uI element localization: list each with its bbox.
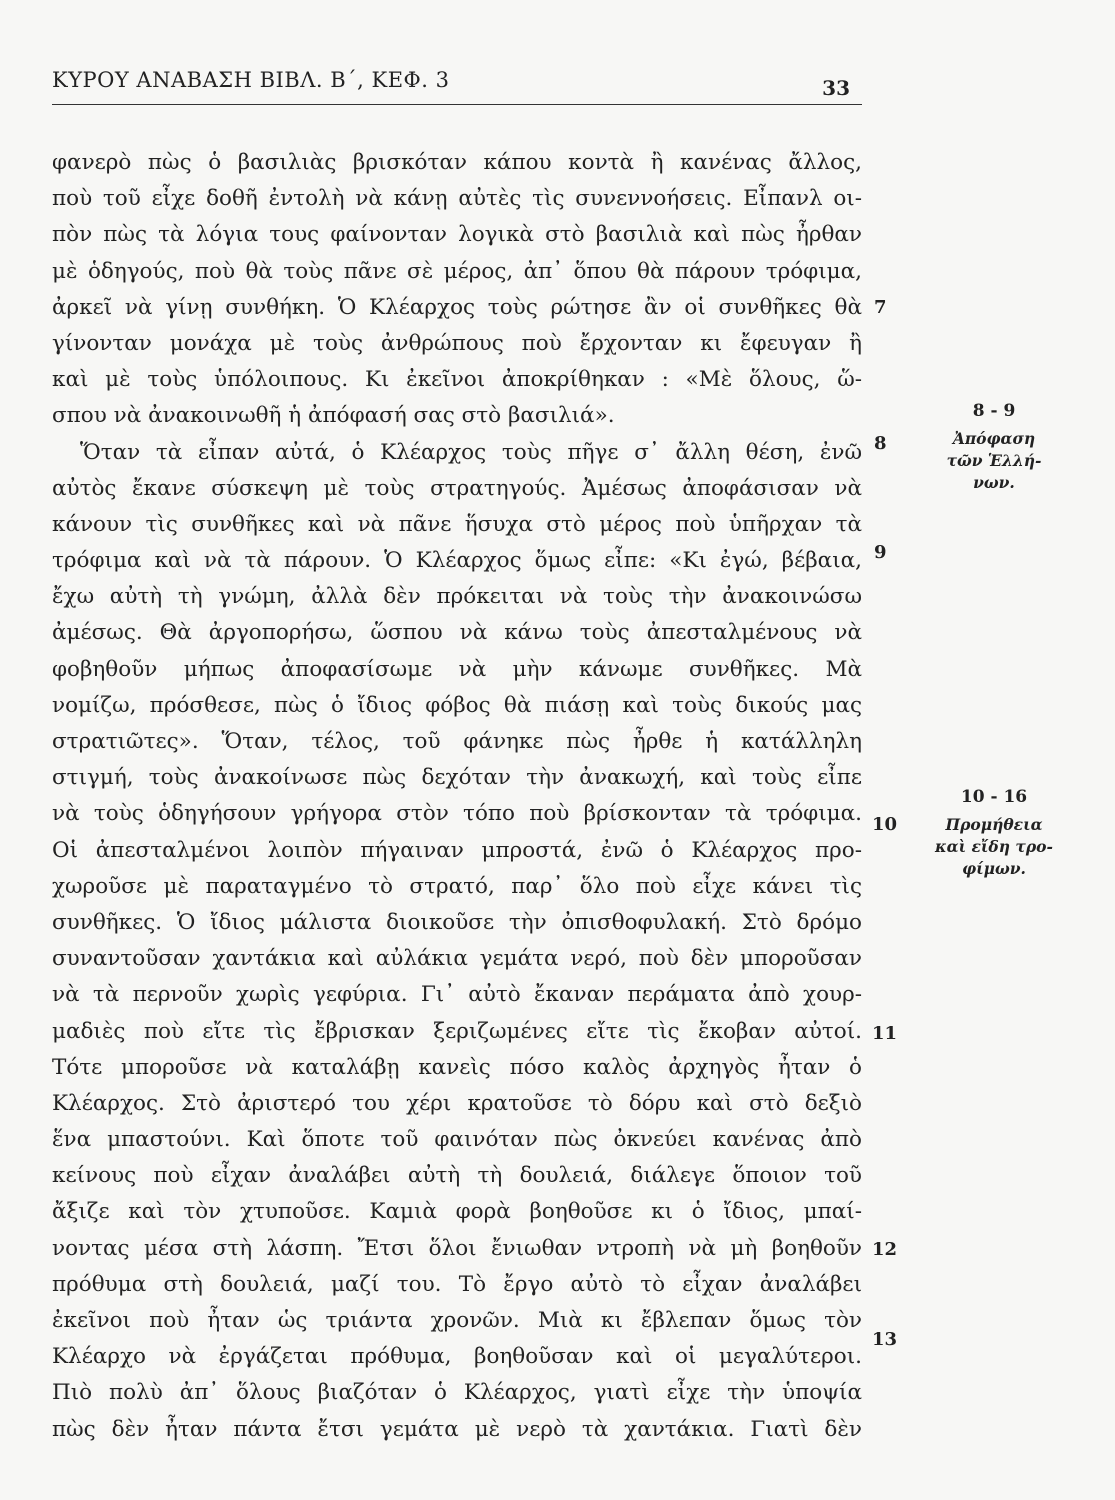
margin-note-decision (914, 400, 1074, 494)
text-line: ἕνα μπαστούνι. Καὶ ὅποτε τοῦ φαινόταν πὼς ὀκνεύει κανένας ἀπὸ (52, 1127, 862, 1153)
margin-note-text: Ἀπόφαση τῶν Ἑλλή-νων. (946, 429, 1042, 492)
text-line: καὶ μὲ τοὺς ὑπόλοιπους. Κι ἐκεῖνοι ἀποκρίθηκαν : «Μὲ ὅλους, ὥ- (52, 367, 862, 393)
text-line: νοντας μέσα στὴ λάσπη. Ἔτσι ὅλοι ἔνιωθαν ντροπὴ νὰ μὴ βοηθοῦν (52, 1235, 862, 1261)
text-line: χωροῦσε μὲ παραταγμένο τὸ στρατό, παρ᾽ ὅλο ποὺ εἶχε κάνει τὶς (52, 873, 862, 899)
text-line: ἄξιζε καὶ τὸν χτυποῦσε. Καμιὰ φορὰ βοηθοῦσε κι ὁ ἴδιος, μπαί- (52, 1199, 862, 1225)
text-line: αὐτὸς ἔκανε σύσκεψη μὲ τοὺς στρατηγούς. Ἀμέσως ἀποφάσισαν νὰ (52, 475, 862, 501)
text-line: Κλέαρχος. Στὸ ἀριστερό του χέρι κρατοῦσε τὸ δόρυ καὶ στὸ δεξιὸ (52, 1090, 862, 1116)
section-number-12: 12 (872, 1239, 898, 1260)
margin-note-range: 10 - 16 (960, 787, 1028, 807)
margin-note-range: 8 - 9 (972, 401, 1016, 421)
text-line: σπου νὰ ἀνακοινωθῆ ἡ ἀπόφασή σας στὸ βασιλιά». (52, 403, 615, 429)
text-line: μὲ ὁδηγούς, ποὺ θὰ τοὺς πᾶνε σὲ μέρος, ἀπ᾽ ὅπου θὰ πάρουν τρόφιμα, (52, 258, 862, 284)
text-line: Πιὸ πολὺ ἀπ᾽ ὅλους βιαζόταν ὁ Κλέαρχος, γιατὶ εἶχε τὴν ὑποψία (52, 1380, 862, 1406)
text-line: Τότε μποροῦσε νὰ καταλάβῃ κανεὶς πόσο καλὸς ἀρχηγὸς ἦταν ὁ (52, 1054, 862, 1080)
text-line: γίνονταν μονάχα μὲ τοὺς ἀνθρώπους ποὺ ἔρχονταν κι ἔφευγαν ἢ (52, 330, 862, 356)
text-line: πὸν πὼς τὰ λόγια τους φαίνονταν λογικὰ στὸ βασιλιὰ καὶ πὼς ἦρθαν (52, 222, 862, 248)
text-line: συναντοῦσαν χαντάκια καὶ αὐλάκια γεμάτα νερό, ποὺ δὲν μποροῦσαν (52, 946, 862, 972)
text-line: φανερὸ πὼς ὁ βασιλιὰς βρισκόταν κάπου κοντὰ ἢ κανένας ἄλλος, (52, 150, 862, 175)
section-number-9: 9 (874, 542, 887, 563)
running-title: ΚΥΡΟΥ ΑΝΑΒΑΣΗ ΒΙΒΛ. Β΄, ΚΕΦ. 3 (52, 68, 450, 92)
text-line: ἀρκεῖ νὰ γίνῃ συνθήκη. Ὁ Κλέαρχος τοὺς ρώτησε ἂν οἱ συνθῆκες θὰ (52, 294, 862, 320)
text-line: ἐκεῖνοι ποὺ ἦταν ὡς τριάντα χρονῶν. Μιὰ κι ἔβλεπαν ὅμως τὸν (52, 1308, 862, 1333)
text-line: νὰ τὰ περνοῦν χωρὶς γεφύρια. Γι᾽ αὐτὸ ἔκαναν περάματα ἀπὸ χουρ- (52, 982, 862, 1008)
section-number-13: 13 (872, 1329, 898, 1350)
text-line: νομίζω, πρόσθεσε, πὼς ὁ ἴδιος φόβος θὰ πιάσῃ καὶ τοὺς δικούς μας (52, 692, 862, 718)
text-line: τρόφιμα καὶ νὰ τὰ πάρουν. Ὁ Κλέαρχος ὅμως εἶπε: «Κι ἐγώ, βέβαια, (52, 548, 862, 574)
text-line: φοβηθοῦν μήπως ἀποφασίσωμε νὰ μὴν κάνωμε συνθῆκες. Μὰ (52, 656, 862, 682)
section-number-11: 11 (872, 1023, 898, 1044)
text-line: ποὺ τοῦ εἶχε δοθῆ ἐντολὴ νὰ κάνῃ αὐτὲς τὶς συνεννοήσεις. Εἶπανλ οι- (52, 186, 862, 212)
text-line: πρόθυμα στὴ δουλειά, μαζί του. Τὸ ἔργο αὐτὸ τὸ εἶχαν ἀναλάβει (52, 1271, 862, 1297)
text-line: Κλέαρχο νὰ ἐργάζεται πρόθυμα, βοηθοῦσαν καὶ οἱ μεγαλύτεροι. (52, 1344, 862, 1370)
running-header (52, 64, 862, 105)
text-line: κείνους ποὺ εἶχαν ἀναλάβει αὐτὴ τὴ δουλειά, διάλεγε ὅποιον τοῦ (52, 1163, 862, 1189)
text-line: ἀμέσως. Θὰ ἀργοπορήσω, ὥσπου νὰ κάνω τοὺς ἀπεσταλμένους νὰ (52, 620, 862, 646)
section-number-10: 10 (872, 814, 898, 835)
text-line: πὼς δὲν ἦταν πάντα ἔτσι γεμάτα μὲ νερὸ τὰ χαντάκια. Γιατὶ δὲν (52, 1416, 862, 1442)
margin-note-provisions (914, 786, 1074, 880)
text-line: μαδιὲς ποὺ εἴτε τὶς ἔβρισκαν ξεριζωμένες εἴτε τὶς ἔκοβαν αὐτοί. (52, 1018, 862, 1044)
text-line: Ὅταν τὰ εἶπαν αὐτά, ὁ Κλέαρχος τοὺς πῆγε σ᾽ ἄλλη θέση, ἐνῶ (80, 439, 862, 465)
margin-note-text: Προμήθεια καὶ εἴδη τρο-φίμων. (935, 815, 1053, 878)
page-number: 33 (822, 76, 850, 100)
text-line: κάνουν τὶς συνθῆκες καὶ νὰ πᾶνε ἥσυχα στὸ μέρος ποὺ ὑπῆρχαν τὰ (52, 511, 862, 537)
body-text (52, 145, 862, 1448)
text-line: στρατιῶτες». Ὅταν, τέλος, τοῦ φάνηκε πὼς ἦρθε ἡ κατάλληλη (52, 729, 862, 754)
text-line: νὰ τοὺς ὁδηγήσουν γρήγορα στὸν τόπο ποὺ βρίσκονταν τὰ τρόφιμα. (52, 801, 862, 827)
section-number-7: 7 (874, 297, 887, 318)
text-line: στιγμή, τοὺς ἀνακοίνωσε πὼς δεχόταν τὴν ἀνακωχή, καὶ τοὺς εἶπε (52, 765, 862, 791)
text-line: συνθῆκες. Ὁ ἴδιος μάλιστα διοικοῦσε τὴν ὀπισθοφυλακή. Στὸ δρόμο (52, 909, 862, 935)
text-line: Οἱ ἀπεσταλμένοι λοιπὸν πήγαιναν μπροστά, ἐνῶ ὁ Κλέαρχος προ- (52, 837, 862, 863)
text-line: ἔχω αὐτὴ τὴ γνώμη, ἀλλὰ δὲν πρόκειται νὰ τοὺς τὴν ἀνακοινώσω (52, 584, 862, 610)
section-number-8: 8 (874, 433, 887, 454)
